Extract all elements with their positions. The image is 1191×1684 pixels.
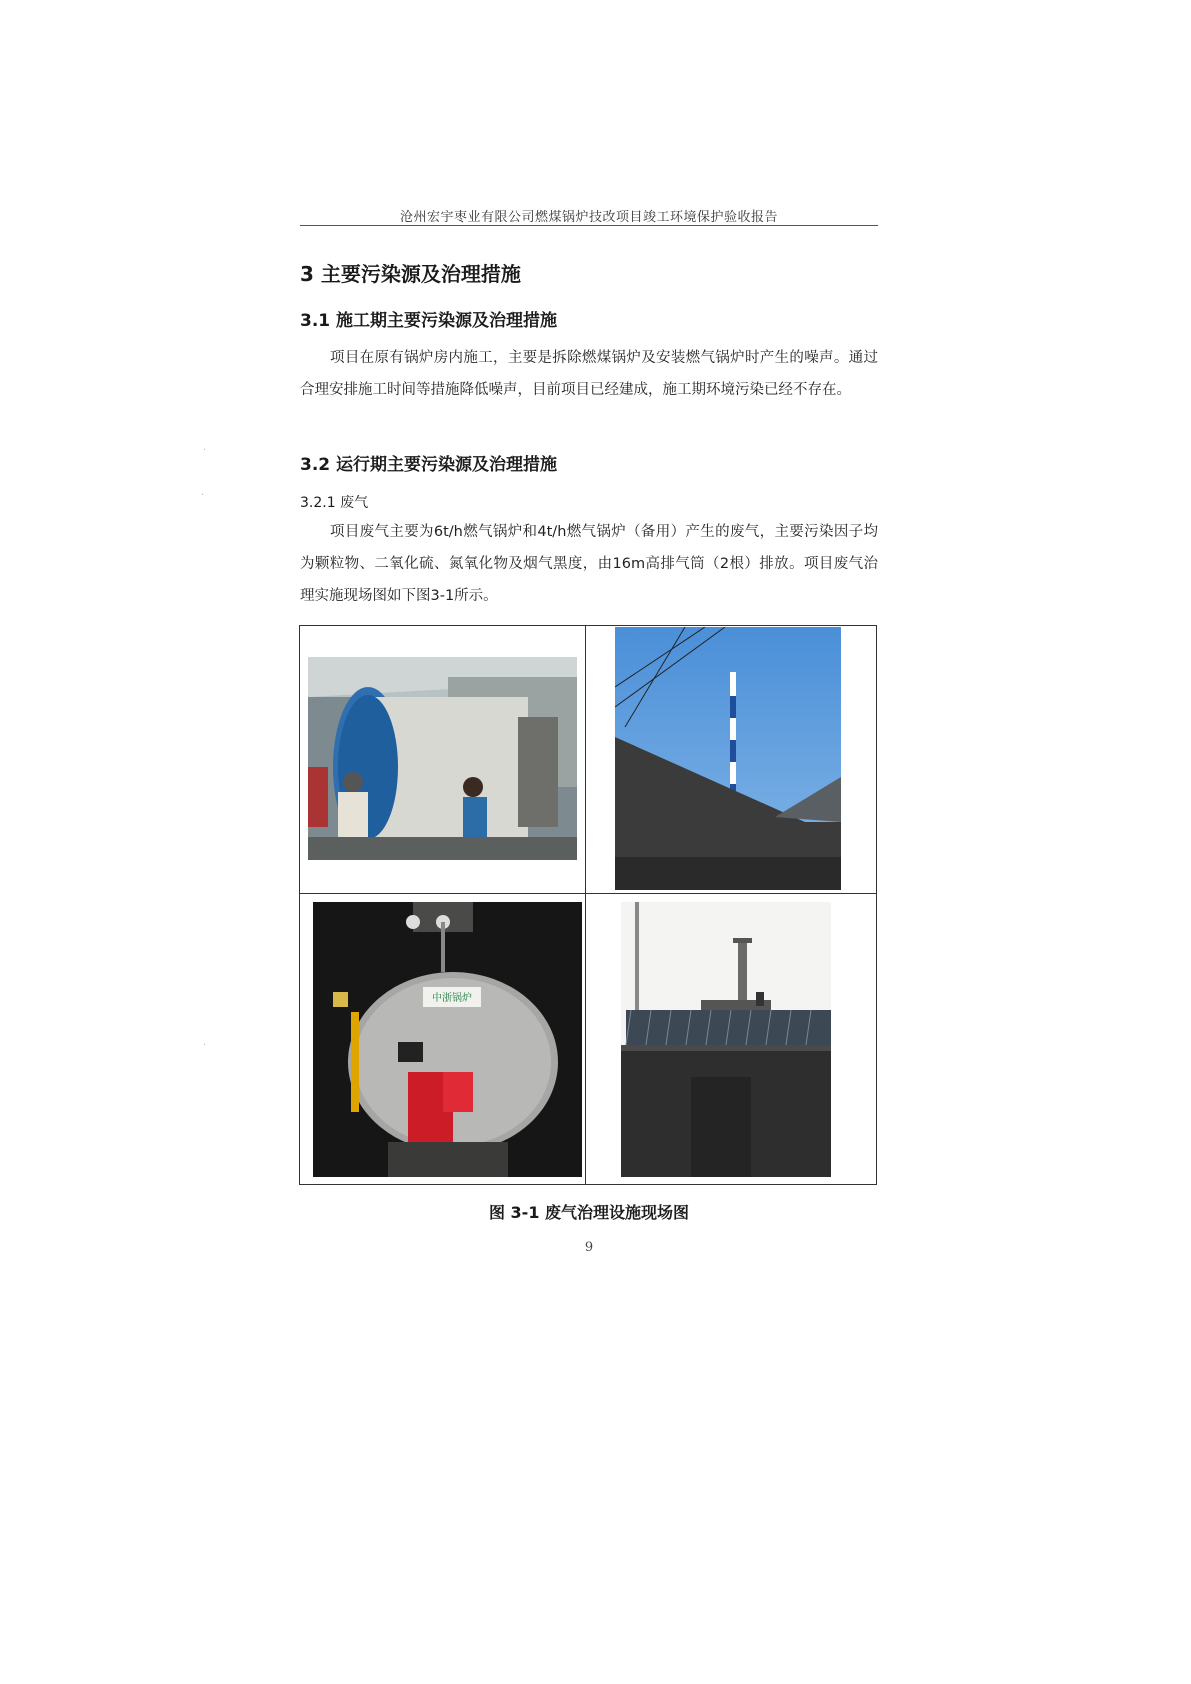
figure-divider-vertical — [585, 625, 586, 1185]
section-title: 3 主要污染源及治理措施 — [300, 262, 521, 286]
chimney-sky-photo — [615, 627, 841, 890]
page-number: 9 — [584, 1240, 594, 1255]
roof-stack-photo — [621, 902, 831, 1177]
figure-caption: 图 3-1 废气治理设施现场图 — [488, 1203, 690, 1222]
paragraph-construction: 项目在原有锅炉房内施工，主要是拆除燃煤锅炉及安装燃气锅炉时产生的噪声。通过合理安排施工时间等措施降低噪声，目前项目已经建成，施工期环境污染已经不存在。 — [300, 350, 878, 398]
boiler-label-text: 中浙锅炉 — [432, 993, 472, 1004]
header-rule — [300, 225, 878, 226]
subsection-title-construction: 3.1 施工期主要污染源及治理措施 — [300, 311, 558, 331]
figure-divider-horizontal — [299, 893, 877, 894]
scan-speck: · — [203, 1040, 207, 1051]
subsection-title-operation: 3.2 运行期主要污染源及治理措施 — [300, 455, 558, 475]
boiler-blue-photo — [308, 657, 577, 860]
boiler-burner-photo — [313, 902, 582, 1177]
paragraph-waste-gas: 项目废气主要为6t/h燃气锅炉和4t/h燃气锅炉（备用）产生的废气，主要污染因子均为颗粒物、二氧化硫、氮氧化物及烟气黑度，由16m高排气筒（2根）排放。项目废气治理实施现场图如下图3-1所示。 — [300, 524, 878, 604]
subsubsection-title-waste-gas: 3.2.1 废气 — [300, 495, 369, 511]
scan-speck: · — [203, 445, 207, 456]
scan-speck: · — [201, 490, 205, 501]
running-header: 沧州宏宇枣业有限公司燃煤锅炉技改项目竣工环境保护验收报告 — [399, 210, 778, 225]
